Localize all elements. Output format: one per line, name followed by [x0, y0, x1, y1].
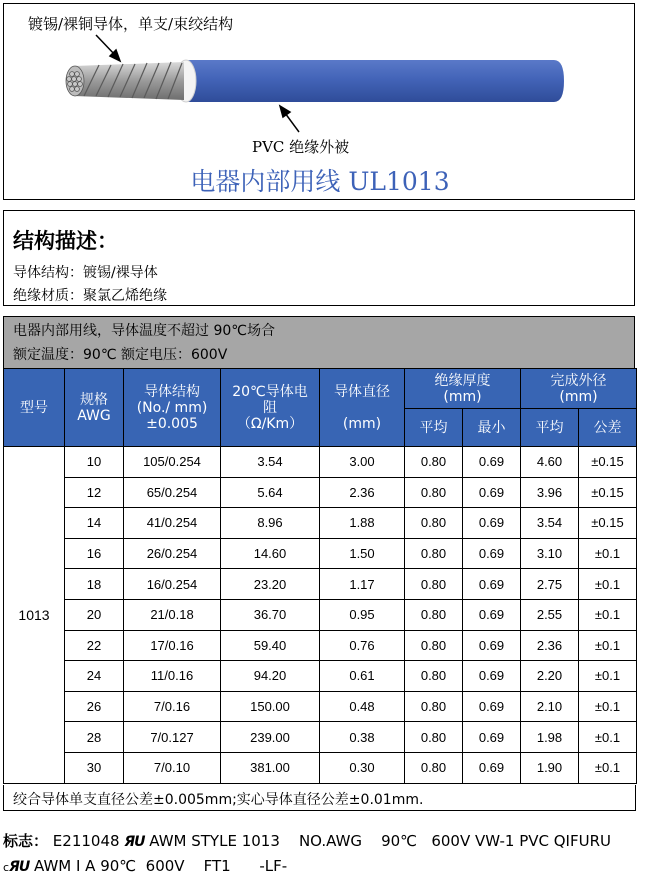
cell-thick-avg: 0.80 [405, 691, 463, 722]
cell-diameter: 0.61 [320, 661, 405, 692]
table-row [4, 538, 637, 569]
table-row [4, 661, 637, 692]
cell-diameter: 0.76 [320, 630, 405, 661]
cell-thick-min: 0.69 [463, 752, 521, 783]
cell-thick-avg: 0.80 [405, 661, 463, 692]
cell-diameter: 0.95 [320, 599, 405, 630]
cell-resistance: 239.00 [221, 722, 320, 753]
cell-od-tol: ±0.15 [579, 477, 637, 508]
arrow-conductor [96, 35, 120, 61]
marking-style: AWM STYLE 1013 NO.AWG 90℃ 600V VW-1 PVC QIFURU [149, 832, 611, 850]
model-cell: 1013 [4, 447, 65, 784]
cell-resistance: 3.54 [221, 447, 320, 478]
cell-od-tol: ±0.1 [579, 569, 637, 600]
cell-thick-avg: 0.80 [405, 569, 463, 600]
cell-structure: 26/0.254 [124, 538, 221, 569]
arrow-insulation [280, 106, 299, 132]
description-title: 结构描述： [13, 229, 118, 253]
cell-resistance: 381.00 [221, 752, 320, 783]
cell-resistance: 94.20 [221, 661, 320, 692]
header-conductor-structure: 导体结构 (No./ mm) ±0.005 [124, 369, 221, 447]
conductor-end [66, 66, 84, 96]
cell-diameter: 1.88 [320, 508, 405, 539]
cell-diameter: 0.48 [320, 691, 405, 722]
cell-od-avg: 2.20 [521, 661, 579, 692]
marking-line-2 [3, 854, 646, 880]
cell-od-tol: ±0.1 [579, 691, 637, 722]
cell-od-avg: 1.90 [521, 752, 579, 783]
cell-od-tol: ±0.15 [579, 447, 637, 478]
header-resistance: 20℃导体电 阻 （Ω/Km） [221, 369, 320, 447]
cell-thick-min: 0.69 [463, 447, 521, 478]
header-outer-diameter: 完成外径 (mm) [521, 369, 637, 409]
cell-structure: 17/0.16 [124, 630, 221, 661]
cell-structure: 16/0.254 [124, 569, 221, 600]
header-gauge: 规格 AWG [65, 369, 124, 447]
cell-structure: 7/0.127 [124, 722, 221, 753]
cell-awg: 12 [65, 477, 124, 508]
cell-od-tol: ±0.1 [579, 661, 637, 692]
cell-structure: 11/0.16 [124, 661, 221, 692]
cell-od-avg: 3.10 [521, 538, 579, 569]
cell-od-tol: ±0.1 [579, 722, 637, 753]
cell-thick-avg: 0.80 [405, 722, 463, 753]
product-title: 电器内部用线 UL1013 [190, 167, 450, 196]
cell-od-tol: ±0.1 [579, 630, 637, 661]
cell-resistance: 5.64 [221, 477, 320, 508]
cell-thick-min: 0.69 [463, 630, 521, 661]
cell-awg: 10 [65, 447, 124, 478]
table-row [4, 447, 637, 478]
cell-structure: 41/0.254 [124, 508, 221, 539]
canada-mark: c [3, 861, 10, 874]
cell-structure: 7/0.10 [124, 752, 221, 783]
cell-diameter: 0.30 [320, 752, 405, 783]
cell-awg: 18 [65, 569, 124, 600]
insulation-jacket [186, 60, 564, 102]
ul-recognized-icon: ЯU [124, 834, 145, 850]
cell-thick-avg: 0.80 [405, 538, 463, 569]
cell-diameter: 2.36 [320, 477, 405, 508]
conductor-label: 镀锡/裸铜导体，单支/束绞结构 [28, 15, 234, 33]
table-row [4, 599, 637, 630]
usage-note: 电器内部用线，导体温度不超过 90℃场合 [13, 323, 275, 339]
table-row [4, 477, 637, 508]
cell-awg: 26 [65, 691, 124, 722]
cell-od-tol: ±0.1 [579, 599, 637, 630]
cell-thick-min: 0.69 [463, 661, 521, 692]
cell-thick-min: 0.69 [463, 508, 521, 539]
cell-awg: 28 [65, 722, 124, 753]
cell-thick-avg: 0.80 [405, 599, 463, 630]
cell-thick-avg: 0.80 [405, 447, 463, 478]
table-row [4, 722, 637, 753]
cell-od-tol: ±0.1 [579, 538, 637, 569]
cable-illustration-panel [3, 3, 635, 200]
cell-resistance: 59.40 [221, 630, 320, 661]
cell-od-tol: ±0.1 [579, 752, 637, 783]
header-conductor-diameter: 导体直径 (mm) [320, 369, 405, 447]
cell-awg: 24 [65, 661, 124, 692]
conductor-strands [74, 62, 184, 100]
header-thickness-avg: 平均 [405, 409, 463, 447]
header-insulation-thickness: 绝缘厚度 (mm) [405, 369, 521, 409]
table-row [4, 569, 637, 600]
cell-resistance: 23.20 [221, 569, 320, 600]
table-row [4, 630, 637, 661]
cell-thick-min: 0.69 [463, 477, 521, 508]
marking-file-number: E211048 [52, 832, 120, 850]
insulation-material: 绝缘材质：聚氯乙烯绝缘 [13, 288, 167, 304]
rating-note: 额定温度：90℃ 额定电压：600V [13, 347, 228, 363]
cell-od-avg: 2.36 [521, 630, 579, 661]
cell-structure: 21/0.18 [124, 599, 221, 630]
marking-line-1 [3, 829, 646, 854]
cell-thick-min: 0.69 [463, 722, 521, 753]
cell-awg: 20 [65, 599, 124, 630]
cell-awg: 16 [65, 538, 124, 569]
header-od-avg: 平均 [521, 409, 579, 447]
cell-diameter: 3.00 [320, 447, 405, 478]
spec-table [3, 368, 637, 784]
tolerance-note: 绞合导体单支直径公差±0.005mm;实心导体直径公差±0.01mm. [3, 785, 636, 811]
insulation-label: PVC 绝缘外被 [252, 138, 350, 156]
cell-resistance: 8.96 [221, 508, 320, 539]
conductor-structure: 导体结构：镀锡/裸导体 [13, 265, 158, 281]
table-row [4, 508, 637, 539]
cul-recognized-icon: ЯU [9, 859, 30, 875]
cell-thick-min: 0.69 [463, 538, 521, 569]
cell-thick-avg: 0.80 [405, 630, 463, 661]
cell-od-avg: 3.54 [521, 508, 579, 539]
cell-awg: 22 [65, 630, 124, 661]
cell-structure: 7/0.16 [124, 691, 221, 722]
cell-diameter: 0.38 [320, 722, 405, 753]
cell-od-avg: 2.55 [521, 599, 579, 630]
cell-thick-avg: 0.80 [405, 477, 463, 508]
header-thickness-min: 最小 [463, 409, 521, 447]
cell-thick-min: 0.69 [463, 599, 521, 630]
cell-structure: 105/0.254 [124, 447, 221, 478]
cell-resistance: 150.00 [221, 691, 320, 722]
cell-structure: 65/0.254 [124, 477, 221, 508]
header-od-tolerance: 公差 [579, 409, 637, 447]
cell-thick-avg: 0.80 [405, 752, 463, 783]
marking-label: 标志： [3, 832, 49, 850]
table-row [4, 691, 637, 722]
structure-description [3, 210, 635, 306]
cell-awg: 14 [65, 508, 124, 539]
cell-thick-min: 0.69 [463, 691, 521, 722]
cell-resistance: 36.70 [221, 599, 320, 630]
table-row [4, 752, 637, 783]
cell-od-avg: 3.96 [521, 477, 579, 508]
cell-resistance: 14.60 [221, 538, 320, 569]
cell-od-avg: 1.98 [521, 722, 579, 753]
rating-info-bar [3, 316, 635, 368]
cell-od-avg: 2.10 [521, 691, 579, 722]
spec-table-body [4, 447, 637, 784]
header-model: 型号 [4, 369, 65, 447]
cell-thick-min: 0.69 [463, 569, 521, 600]
marking-cul-style: AWM I A 90℃ 600V FT1 -LF- [34, 857, 288, 875]
cell-diameter: 1.17 [320, 569, 405, 600]
marking-text [3, 829, 646, 880]
cell-od-avg: 2.75 [521, 569, 579, 600]
cell-thick-avg: 0.80 [405, 508, 463, 539]
cell-diameter: 1.50 [320, 538, 405, 569]
cell-od-avg: 4.60 [521, 447, 579, 478]
cell-od-tol: ±0.15 [579, 508, 637, 539]
cell-awg: 30 [65, 752, 124, 783]
